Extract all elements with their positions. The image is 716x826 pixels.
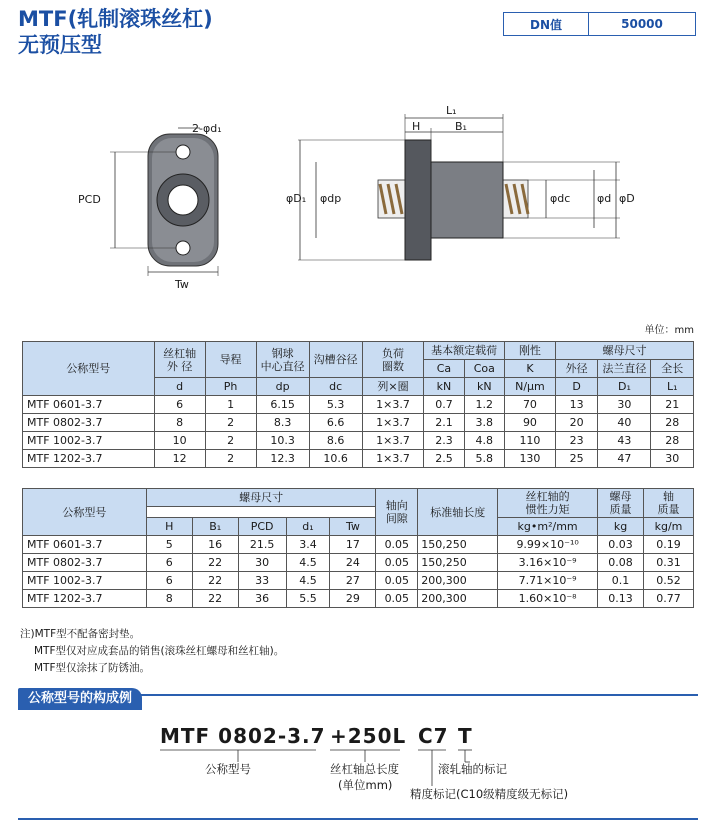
example-suffix: T bbox=[458, 724, 473, 748]
t1-cell: 1.2 bbox=[464, 396, 504, 414]
label-model: 公称型号 bbox=[205, 762, 251, 776]
t1-cell: 8 bbox=[154, 414, 205, 432]
t2-cell: 0.13 bbox=[598, 590, 644, 608]
t1-header-len: 全长 bbox=[651, 360, 694, 378]
t1-cell: 70 bbox=[504, 396, 555, 414]
t1-cell: 1 bbox=[205, 396, 256, 414]
t1-header-nut: 螺母尺寸 bbox=[555, 342, 693, 360]
bottom-divider bbox=[18, 818, 698, 820]
t1-header-root: 沟槽谷径 bbox=[309, 342, 362, 378]
nut-side-view bbox=[298, 114, 620, 260]
t2-cell: 0.19 bbox=[643, 536, 693, 554]
example-model: MTF 0802-3.7 bbox=[160, 724, 326, 748]
t2-cell: 22 bbox=[192, 590, 238, 608]
l1-label: L₁ bbox=[446, 104, 457, 117]
t2-body bbox=[23, 536, 694, 608]
t1-cell: 20 bbox=[555, 414, 597, 432]
label-length-1: 丝杠轴总长度 bbox=[330, 762, 399, 776]
t2-cell: 17 bbox=[330, 536, 376, 554]
t2-cell: 1.60×10⁻⁸ bbox=[498, 590, 598, 608]
t2-cell: 5 bbox=[146, 536, 192, 554]
t2-cell: 0.03 bbox=[598, 536, 644, 554]
t1-cell: 10 bbox=[154, 432, 205, 450]
t1-cell: 10.3 bbox=[256, 432, 309, 450]
D-label: φD bbox=[619, 192, 635, 205]
t1-cell: 30 bbox=[598, 396, 651, 414]
technical-drawing bbox=[60, 100, 660, 300]
t1-header-ca: Ca bbox=[424, 360, 464, 378]
t2-row bbox=[23, 590, 694, 608]
t2-cell: 9.99×10⁻¹⁰ bbox=[498, 536, 598, 554]
t1-cell: 2.5 bbox=[424, 450, 464, 468]
t1-unit-coa: kN bbox=[464, 378, 504, 396]
tw-label: Tw bbox=[175, 278, 189, 291]
t1-cell: 1×3.7 bbox=[362, 414, 424, 432]
t2-header-model: 公称型号 bbox=[23, 489, 147, 536]
t2-cell: MTF 0802-3.7 bbox=[23, 554, 147, 572]
t2-cell: 33 bbox=[238, 572, 286, 590]
t1-unit-D1: D₁ bbox=[598, 378, 651, 396]
title-line-2: 无预压型 bbox=[18, 33, 102, 57]
h-label: H bbox=[412, 120, 421, 133]
dn-value-box bbox=[503, 12, 696, 36]
t2-header-nut: 螺母尺寸 bbox=[146, 489, 375, 507]
t2-row bbox=[23, 554, 694, 572]
t2-cell: 0.52 bbox=[643, 572, 693, 590]
t2-unit-shaft-mass: kg/m bbox=[643, 518, 693, 536]
t1-cell: MTF 1202-3.7 bbox=[23, 450, 155, 468]
t2-cell: 36 bbox=[238, 590, 286, 608]
d1-label: φD₁ bbox=[286, 192, 307, 205]
t1-cell: 12 bbox=[154, 450, 205, 468]
t2-unit-d1: d₁ bbox=[286, 518, 330, 536]
t1-cell: 21 bbox=[651, 396, 694, 414]
t1-cell: 2 bbox=[205, 432, 256, 450]
d-label: φd bbox=[597, 192, 612, 205]
dc-label: φdc bbox=[550, 192, 571, 205]
t1-cell: MTF 0601-3.7 bbox=[23, 396, 155, 414]
dp-label: φdp bbox=[320, 192, 342, 205]
nut-front-view bbox=[110, 128, 218, 276]
pcd-label: PCD bbox=[78, 193, 101, 206]
hole-label: 2-φd₁ bbox=[192, 122, 222, 135]
t1-row bbox=[23, 414, 694, 432]
t1-unit-ph: Ph bbox=[205, 378, 256, 396]
t1-cell: 23 bbox=[555, 432, 597, 450]
t1-cell: 13 bbox=[555, 396, 597, 414]
label-suffix: 滚轧轴的标记 bbox=[438, 762, 507, 776]
t2-cell: 150,250 bbox=[418, 554, 498, 572]
t2-cell: MTF 0601-3.7 bbox=[23, 536, 147, 554]
t2-cell: 0.31 bbox=[643, 554, 693, 572]
note-3: MTF型仅涂抹了防锈油。 bbox=[34, 662, 151, 674]
t1-cell: 90 bbox=[504, 414, 555, 432]
t2-cell: 4.5 bbox=[286, 572, 330, 590]
t1-unit-dc: dc bbox=[309, 378, 362, 396]
t1-cell: 2.1 bbox=[424, 414, 464, 432]
t1-cell: 10.6 bbox=[309, 450, 362, 468]
t2-cell: 5.5 bbox=[286, 590, 330, 608]
t2-unit-h: H bbox=[146, 518, 192, 536]
t2-cell: 29 bbox=[330, 590, 376, 608]
unit-note: 单位：mm bbox=[644, 325, 694, 336]
t1-row bbox=[23, 432, 694, 450]
t2-cell: 30 bbox=[238, 554, 286, 572]
t2-cell: 6 bbox=[146, 572, 192, 590]
t2-cell: 3.4 bbox=[286, 536, 330, 554]
t2-unit-b1: B₁ bbox=[192, 518, 238, 536]
title-line-1: MTF(轧制滚珠丝杠) bbox=[18, 7, 213, 31]
spec-table-1 bbox=[22, 341, 694, 468]
t2-unit-tw: Tw bbox=[330, 518, 376, 536]
t2-cell: 8 bbox=[146, 590, 192, 608]
t1-cell: 110 bbox=[504, 432, 555, 450]
t1-header-shaft-dia: 丝杠轴 外 径 bbox=[154, 342, 205, 378]
t1-unit-ca: kN bbox=[424, 378, 464, 396]
b1-label: B₁ bbox=[455, 120, 467, 133]
t1-cell: 43 bbox=[598, 432, 651, 450]
t1-body bbox=[23, 396, 694, 468]
t1-cell: 1×3.7 bbox=[362, 450, 424, 468]
t1-cell: 6.15 bbox=[256, 396, 309, 414]
t2-cell: 22 bbox=[192, 572, 238, 590]
note-2: MTF型仅对应成套品的销售(滚珠丝杠螺母和丝杠轴)。 bbox=[34, 645, 285, 657]
t2-cell: 0.05 bbox=[376, 536, 418, 554]
t1-header-coa: Coa bbox=[464, 360, 504, 378]
t2-cell: 24 bbox=[330, 554, 376, 572]
t2-header-axial: 轴向 间隙 bbox=[376, 489, 418, 536]
t2-cell: 7.71×10⁻⁹ bbox=[498, 572, 598, 590]
t1-cell: 130 bbox=[504, 450, 555, 468]
t1-unit-k: N/μm bbox=[504, 378, 555, 396]
t2-cell: 0.05 bbox=[376, 572, 418, 590]
t1-cell: 47 bbox=[598, 450, 651, 468]
t2-unit-nut-mass: kg bbox=[598, 518, 644, 536]
t2-cell: 16 bbox=[192, 536, 238, 554]
t2-cell: 4.5 bbox=[286, 554, 330, 572]
t2-unit-pcd: PCD bbox=[238, 518, 286, 536]
t2-cell: 22 bbox=[192, 554, 238, 572]
t1-cell: 25 bbox=[555, 450, 597, 468]
t2-cell: 27 bbox=[330, 572, 376, 590]
t2-cell: 0.05 bbox=[376, 590, 418, 608]
t1-cell: 5.3 bbox=[309, 396, 362, 414]
t1-cell: MTF 0802-3.7 bbox=[23, 414, 155, 432]
t1-row bbox=[23, 450, 694, 468]
t1-header-k: K bbox=[504, 360, 555, 378]
t2-cell: 150,250 bbox=[418, 536, 498, 554]
t2-cell: 21.5 bbox=[238, 536, 286, 554]
t1-cell: MTF 1002-3.7 bbox=[23, 432, 155, 450]
page-title bbox=[18, 6, 213, 58]
t1-cell: 5.8 bbox=[464, 450, 504, 468]
t2-header-spacer bbox=[146, 507, 375, 518]
t2-cell: MTF 1202-3.7 bbox=[23, 590, 147, 608]
t1-unit-L1: L₁ bbox=[651, 378, 694, 396]
label-grade: 精度标记(C10级精度级无标记) bbox=[410, 787, 569, 801]
t1-cell: 8.3 bbox=[256, 414, 309, 432]
t2-cell: 6 bbox=[146, 554, 192, 572]
t1-cell: 2 bbox=[205, 414, 256, 432]
t1-unit-dp: dp bbox=[256, 378, 309, 396]
t1-cell: 2.3 bbox=[424, 432, 464, 450]
t2-header-shaft-mass: 轴 质量 bbox=[643, 489, 693, 518]
t1-header-model: 公称型号 bbox=[23, 342, 155, 396]
t1-cell: 8.6 bbox=[309, 432, 362, 450]
t1-cell: 1×3.7 bbox=[362, 432, 424, 450]
t1-cell: 12.3 bbox=[256, 450, 309, 468]
t1-row bbox=[23, 396, 694, 414]
t1-cell: 0.7 bbox=[424, 396, 464, 414]
t2-row bbox=[23, 572, 694, 590]
notes bbox=[20, 626, 284, 677]
t2-header-inertia: 丝杠轴的 惯性力矩 bbox=[498, 489, 598, 518]
t2-unit-inertia: kg•m²/mm bbox=[498, 518, 598, 536]
t2-cell: 0.05 bbox=[376, 554, 418, 572]
example-length: +250L bbox=[330, 724, 407, 748]
t1-header-load: 负荷 圈数 bbox=[362, 342, 424, 378]
t2-cell: 200,300 bbox=[418, 590, 498, 608]
t1-unit-D: D bbox=[555, 378, 597, 396]
t1-cell: 3.8 bbox=[464, 414, 504, 432]
t1-header-nut-od: 外径 bbox=[555, 360, 597, 378]
t1-header-lead: 导程 bbox=[205, 342, 256, 378]
dn-value: 50000 bbox=[621, 17, 663, 31]
example-grade: C7 bbox=[418, 724, 449, 748]
t1-cell: 6 bbox=[154, 396, 205, 414]
t1-header-rigid: 刚性 bbox=[504, 342, 555, 360]
spec-table-2 bbox=[22, 488, 694, 608]
t1-cell: 6.6 bbox=[309, 414, 362, 432]
note-1: 注)MTF型不配备密封垫。 bbox=[20, 628, 141, 640]
t2-cell: 200,300 bbox=[418, 572, 498, 590]
t2-header-std-len: 标准轴长度 bbox=[418, 489, 498, 536]
t2-cell: 3.16×10⁻⁹ bbox=[498, 554, 598, 572]
section-title: 公称型号的构成例 bbox=[18, 688, 142, 710]
t1-cell: 4.8 bbox=[464, 432, 504, 450]
t1-cell: 28 bbox=[651, 432, 694, 450]
label-length-2: (单位mm) bbox=[338, 778, 393, 792]
t1-cell: 28 bbox=[651, 414, 694, 432]
t1-cell: 1×3.7 bbox=[362, 396, 424, 414]
t2-cell: 0.08 bbox=[598, 554, 644, 572]
t2-cell: 0.1 bbox=[598, 572, 644, 590]
t1-header-ball: 钢球 中心直径 bbox=[256, 342, 309, 378]
t1-cell: 2 bbox=[205, 450, 256, 468]
t1-cell: 30 bbox=[651, 450, 694, 468]
t2-header-nut-mass: 螺母 质量 bbox=[598, 489, 644, 518]
dn-key: DN值 bbox=[504, 13, 589, 35]
t2-cell: 0.77 bbox=[643, 590, 693, 608]
t1-header-flange: 法兰直径 bbox=[598, 360, 651, 378]
t1-cell: 40 bbox=[598, 414, 651, 432]
t2-cell: MTF 1002-3.7 bbox=[23, 572, 147, 590]
t1-unit-d: d bbox=[154, 378, 205, 396]
t2-row bbox=[23, 536, 694, 554]
t1-unit-turns: 列×圈 bbox=[362, 378, 424, 396]
t1-header-rated: 基本额定载荷 bbox=[424, 342, 505, 360]
